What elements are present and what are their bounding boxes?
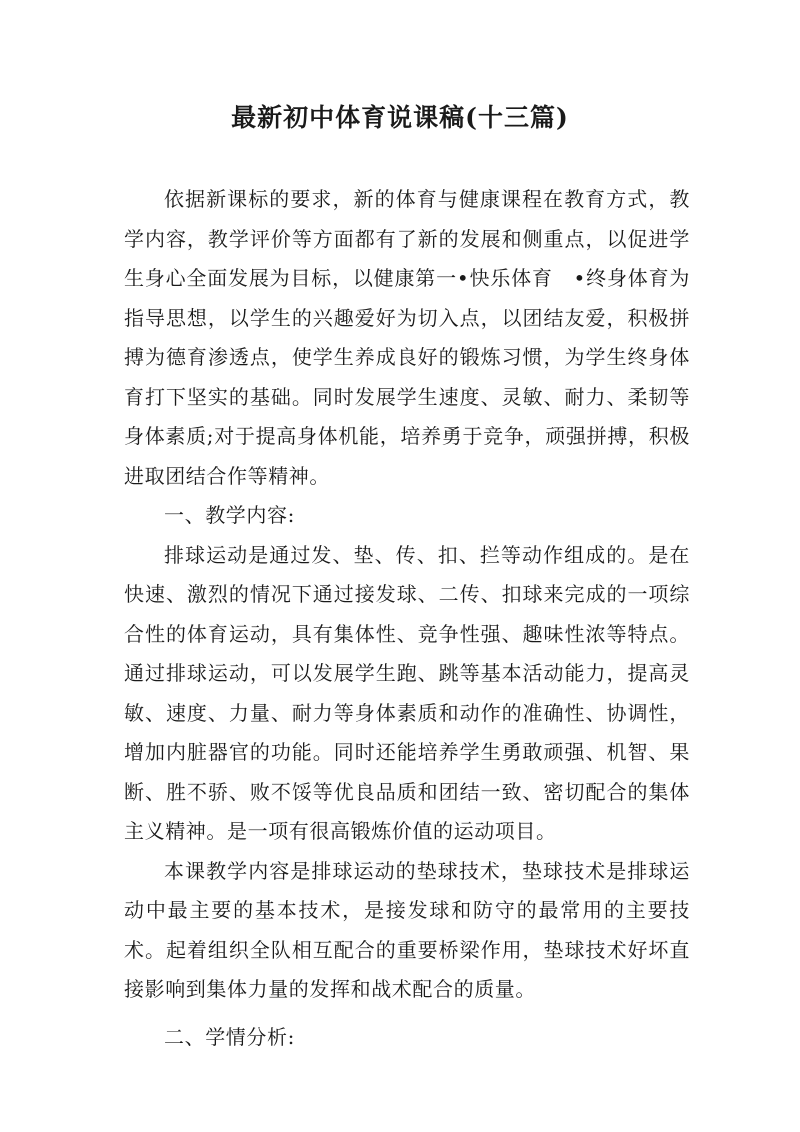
paragraph-intro: 依据新课标的要求，新的体育与健康课程在教育方式，教学内容，教学评价等方面都有了新的发展和侧重点，以促进学生身心全面发展为目标，以健康第一•快乐体育 •终身体育为指导思想，以学生的兴趣爱好为切入点，以团结友爱，积极拼搏为德育渗透点，使学生养成良好的锻炼习惯，为学生终身体育打下坚实的基础。同时发展学生速度、灵敏、耐力、柔韧等身体素质;对于提高身体机能，培养勇于竞争，顽强拼搏，积极进取团结合作等精神。 (124, 187, 690, 488)
document-body (124, 180, 690, 1057)
document-title: 最新初中体育说课稿(十三篇) (231, 103, 569, 132)
paragraph-gap (124, 1010, 690, 1018)
paragraph-volleyball-overview: 排球运动是通过发、垫、传、扣、拦等动作组成的。是在快速、激烈的情况下通过接发球、二传、扣球来完成的一项综合性的体育运动，具有集体性、竞争性强、趣味性浓等特点。通过排球运动，可以发展学生跑、跳等基本活动能力，提高灵敏、速度、力量、耐力等身体素质和动作的准确性、协调性，增加内脏器官的功能。同时还能培养学生勇敢顽强、机智、果断、胜不骄、败不馁等优良品质和团结一致、密切配合的集体主义精神。是一项有很高锻炼价值的运动项目。 (124, 542, 690, 843)
section-heading-student-analysis: 二、学情分析: (164, 1024, 295, 1049)
section-heading-teaching-content: 一、教学内容: (164, 503, 295, 527)
paragraph-lesson-content: 本课教学内容是排球运动的垫球技术，垫球技术是排球运动中最主要的基本技术，是接发球和防守的最常用的主要技术。起着组织全队相互配合的重要桥梁作用，垫球技术好坏直接影响到集体力量的发挥和战术配合的质量。 (124, 858, 690, 1001)
